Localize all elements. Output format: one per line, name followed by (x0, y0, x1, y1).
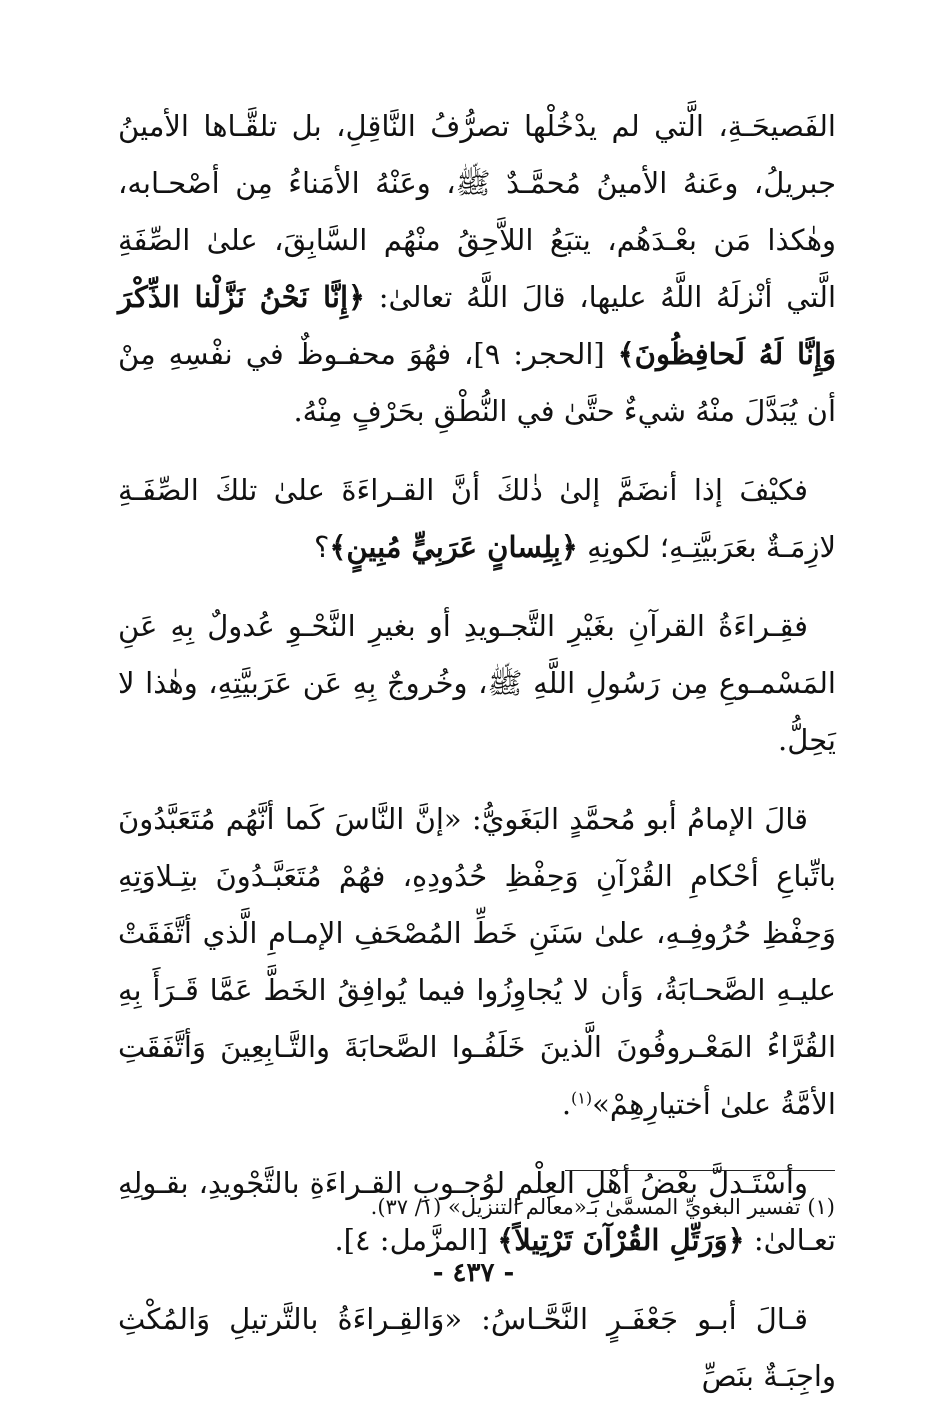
paragraph-text: قـالَ أبـو جَعْفَـرٍ النَّحَّـاسُ: «وَالقِـراءَةُ بالتَّرتيلِ وَالمُكْثِ واجِبَـةٌ بنَصِّ (118, 1302, 836, 1393)
paragraph (118, 1291, 836, 1405)
footnote (117, 1190, 835, 1224)
quran-verse: ﴿إِنَّا نَحْنُ نَزَّلْنا الذِّكْرَ وَإِنَّا لَهُ لَحافِظُونَ﴾ (118, 280, 837, 371)
paragraph (118, 791, 836, 1133)
page-body (118, 98, 836, 1427)
footnote-reference[interactable]: (١) (571, 1088, 593, 1108)
paragraph-text: [الحجر: ٩]، فهُوَ محفـوظٌ في نفْسِهِ مِنْ أن يُبَدَّلَ منْهُ شيءٌ حتَّىٰ في النُّطْقِ بحَرْفٍ مِنْهُ. (118, 337, 836, 428)
page-number: - ٤٣٧ - (432, 1258, 515, 1288)
paragraph-text: الفَصيحَـةِ، الَّتي لم يدْخُلْها تصرُّفُ النَّاقِلِ، بل تلقَّـاها الأمينُ جبريلُ، وعَنهُ الأمينُ مُحمَّـدٌ ﷺ، وعَنْهُ الأمَناءُ مِن أصْحـابه، وهٰكذا مَن بعْـدَهُم، يتبَعُ اللاَّحِقُ منْهُم السَّابِقَ، علىٰ الصِّفَةِ الَّتي أنْزلَهُ اللَّهُ عليها، قالَ اللَّهُ تعالىٰ: (118, 109, 837, 314)
paragraph (118, 598, 836, 769)
paragraph (118, 98, 836, 440)
paragraph-text: فكيْفَ إذا أنضَمَّ إلىٰ ذٰلكَ أنَّ القـراءَةَ علىٰ تلكَ الصِّفَـةِ لازِمَـةٌ بعَرَبيَّتِـهِ؛ لكونِهِ (118, 473, 836, 564)
footnote-text: (١) تفسير البغويِّ المسمَّىٰ بـ«معالم التنزيل» (١/ ٣٧). (370, 1195, 835, 1219)
paragraph-text: [المزَّمل: ٤]. (334, 1223, 498, 1257)
footnote-divider (565, 1170, 835, 1171)
paragraph-text: ؟ (313, 530, 330, 564)
quran-verse: ﴿بِلِسانٍ عَرَبِيٍّ مُبِينٍ﴾ (329, 530, 578, 564)
paragraph-text: فقِـراءَةُ القرآنِ بغَيْرِ التَّجـويدِ أو بغيرِ النَّحْـوِ عُدولٌ بِهِ عَنِ المَسْمـوعِ مِن رَسُولِ اللَّهِ ﷺ، وخُروجٌ بِهِ عَن عَرَبيَّتِهِ، وهٰذا لا يَحِلُّ. (118, 609, 836, 757)
paragraph (118, 462, 836, 576)
quotation-text: قالَ الإمامُ أبو مُحمَّدٍ البَغَويُّ: «إنَّ النَّاسَ كَما أنَّهُم مُتَعَبَّدُونَ باتِّباعِ أحْكامِ القُرْآنِ وَحِفْظِ حُدُودِهِ، فهُمْ مُتَعَبَّـدُونَ بتِـلاوَتِهِ وَحِفْظِ حُرُوفِـهِ، علىٰ سَنَنِ خَطِّ المُصْحَفِ الإمـامِ الَّذي أتَّفَقَتْ عليـهِ الصَّحـابَةُ، وَأن لا يُجاوِزُوا فيما يُوافِقُ الخَطَّ عَمَّا قَـرَأَ بِهِ القُرَّاءُ المَعْـروفُونَ الَّذينَ خَلَفُـوا الصَّحابَةَ والتَّـابِعِينَ وَأتَّفَقَتِ الأمَّةُ علىٰ أختيارِهِمْ» (118, 802, 836, 1121)
paragraph-text: . (561, 1087, 572, 1121)
paragraph-text: وأسْتَـدلَّ بعْضُ أهْلِ العِلْمِ لوُجـوبِ القـراءَةِ بالتَّجْويدِ، بقـولِهِ تعـالىٰ: (118, 1166, 836, 1257)
quran-verse: ﴿وَرَتِّلِ القُرْآنَ تَرْتِيلاً﴾ (497, 1223, 745, 1257)
